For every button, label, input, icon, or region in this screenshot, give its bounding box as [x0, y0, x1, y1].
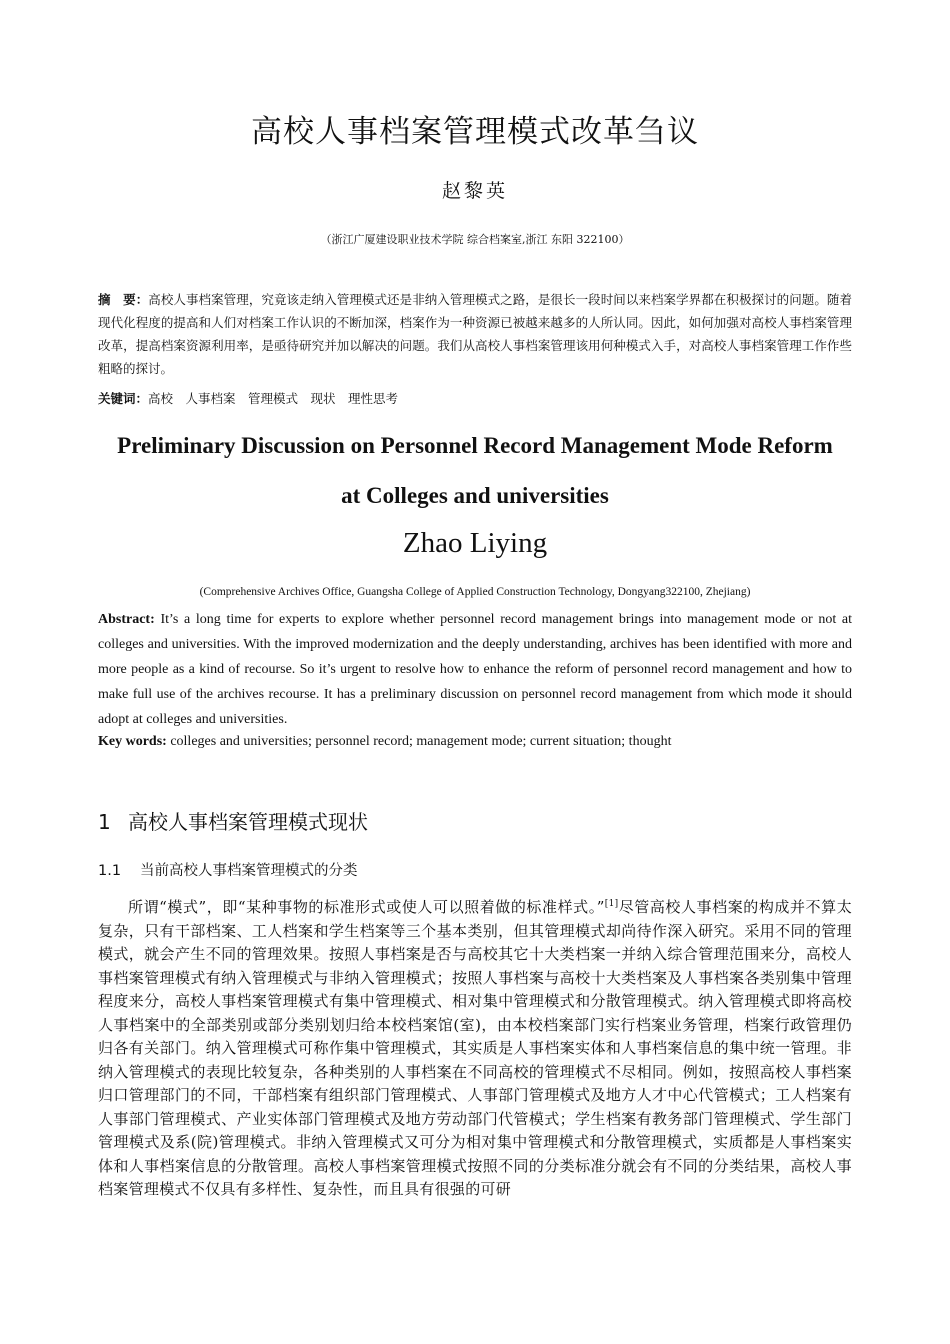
subsection-title: 当前高校人事档案管理模式的分类 [140, 863, 358, 879]
paper-title-en-line1: Preliminary Discussion on Personnel Record Management Mode Reform [117, 433, 833, 458]
paragraph-text-rest: 尽管高校人事档案的构成并不算太复杂，只有干部档案、工人档案和学生档案等三个基本类别，但其管理模式却尚待作深入研究。采用不同的管理模式，就会产生不同的管理效果。按照人事档案是否与高校其它十大类档案一并纳入综合管理范围来分，高校人事档案管理模式有纳入管理模式与非纳入管理模式；按照人事档案与高校十大类档案及人事档案各类别集中管理程度来分，高校人事档案管理模式有集中管理模式、相对集中管理模式和分散管理模式。纳入管理模式即将高校人事档案中的全部类别或部分类别划归给本校档案馆(室)，由本校档案部门实行档案业务管理，档案行政管理仍归各有关部门。纳入管理模式可称作集中管理模式，其实质是人事档案实体和人事档案信息的集中统一管理。非纳入管理模式的表现比较复杂，各种类别的人事档案在不同高校的管理模式不尽相同。例如，按照高校人事档案归口管理部门的不同，干部档案有组织部门管理模式、人事部门管理模式及地方人才中心代管模式；工人档案有人事部门管理模式、产业实体部门管理模式及地方劳动部门代管模式；学生档案有教务部门管理模式、学生部门管理模式及系(院)管理模式。非纳入管理模式又可分为相对集中管理模式和分散管理模式，实质都是人事档案实体和人事档案信息的分散管理。高校人事档案管理模式按照不同的分类标准分就会有不同的分类结果，高校人事档案管理模式不仅具有多样性、复杂性，而且具有很强的可研 [98, 898, 852, 1198]
citation-ref[interactable]: [1] [604, 899, 619, 909]
affiliation-cn: （浙江广厦建设职业技术学院 综合档案室,浙江 东阳 322100） [320, 233, 630, 246]
keywords-en-label: Key words: [98, 734, 167, 749]
keywords-cn-text: 高校 人事档案 管理模式 现状 理性思考 [148, 391, 399, 406]
abstract-en-text: It’s a long time for experts to explore whether personnel record management brings into management mode or not at colleges and universities. With the improved modernization and the deeply understanding, archives has been identified with more and more people as a kind of recourse. So it’s urgent to resolve how to enhance the reform of personnel record management and how to make full use of the archives recourse. It has a preliminary discussion on personnel record management from which mode it should adopt at colleges and universities. [98, 612, 852, 727]
author-name-en: Zhao Liying [402, 527, 548, 559]
subsection-number: 1.1 [98, 863, 122, 879]
author-name-cn: 赵黎英 [441, 180, 508, 202]
section-number: 1 [98, 810, 111, 834]
abstract-cn [98, 288, 852, 380]
body-paragraph [98, 896, 852, 1202]
paper-title-cn: 高校人事档案管理模式改革刍议 [251, 114, 699, 150]
abstract-cn-label: 摘 要： [98, 292, 149, 307]
keywords-en [98, 734, 852, 750]
paper-title-en-line2: at Colleges and universities [341, 483, 609, 508]
abstract-en-label: Abstract: [98, 612, 155, 627]
abstract-cn-text: 高校人事档案管理，究竟该走纳入管理模式还是非纳入管理模式之路，是很长一段时间以来档案学界都在积极探讨的问题。随着现代化程度的提高和人们对档案工作认识的不断加深，档案作为一种资源已被越来越多的人所认同。因此，如何加强对高校人事档案管理改革，提高档案资源利用率，是亟待研究并加以解决的问题。我们从高校人事档案管理该用何种模式入手，对高校人事档案管理工作作些粗略的探讨。 [98, 292, 852, 376]
keywords-cn [98, 389, 852, 407]
paragraph-text-start: 所谓“模式”，即“某种事物的标准形式或使人可以照着做的标准样式。” [128, 898, 605, 916]
subsection-heading [98, 859, 358, 880]
keywords-cn-label: 关键词： [98, 391, 149, 406]
section-title: 高校人事档案管理模式现状 [128, 810, 368, 834]
affiliation-en: (Comprehensive Archives Office, Guangsha College of Applied Construction Technology, Dongyang322100, Zhejiang) [199, 586, 751, 598]
keywords-en-text: colleges and universities; personnel record; management mode; current situation; thought [166, 734, 672, 749]
abstract-en [98, 607, 852, 732]
section-heading [98, 806, 368, 835]
paper-title-en [60, 421, 890, 521]
